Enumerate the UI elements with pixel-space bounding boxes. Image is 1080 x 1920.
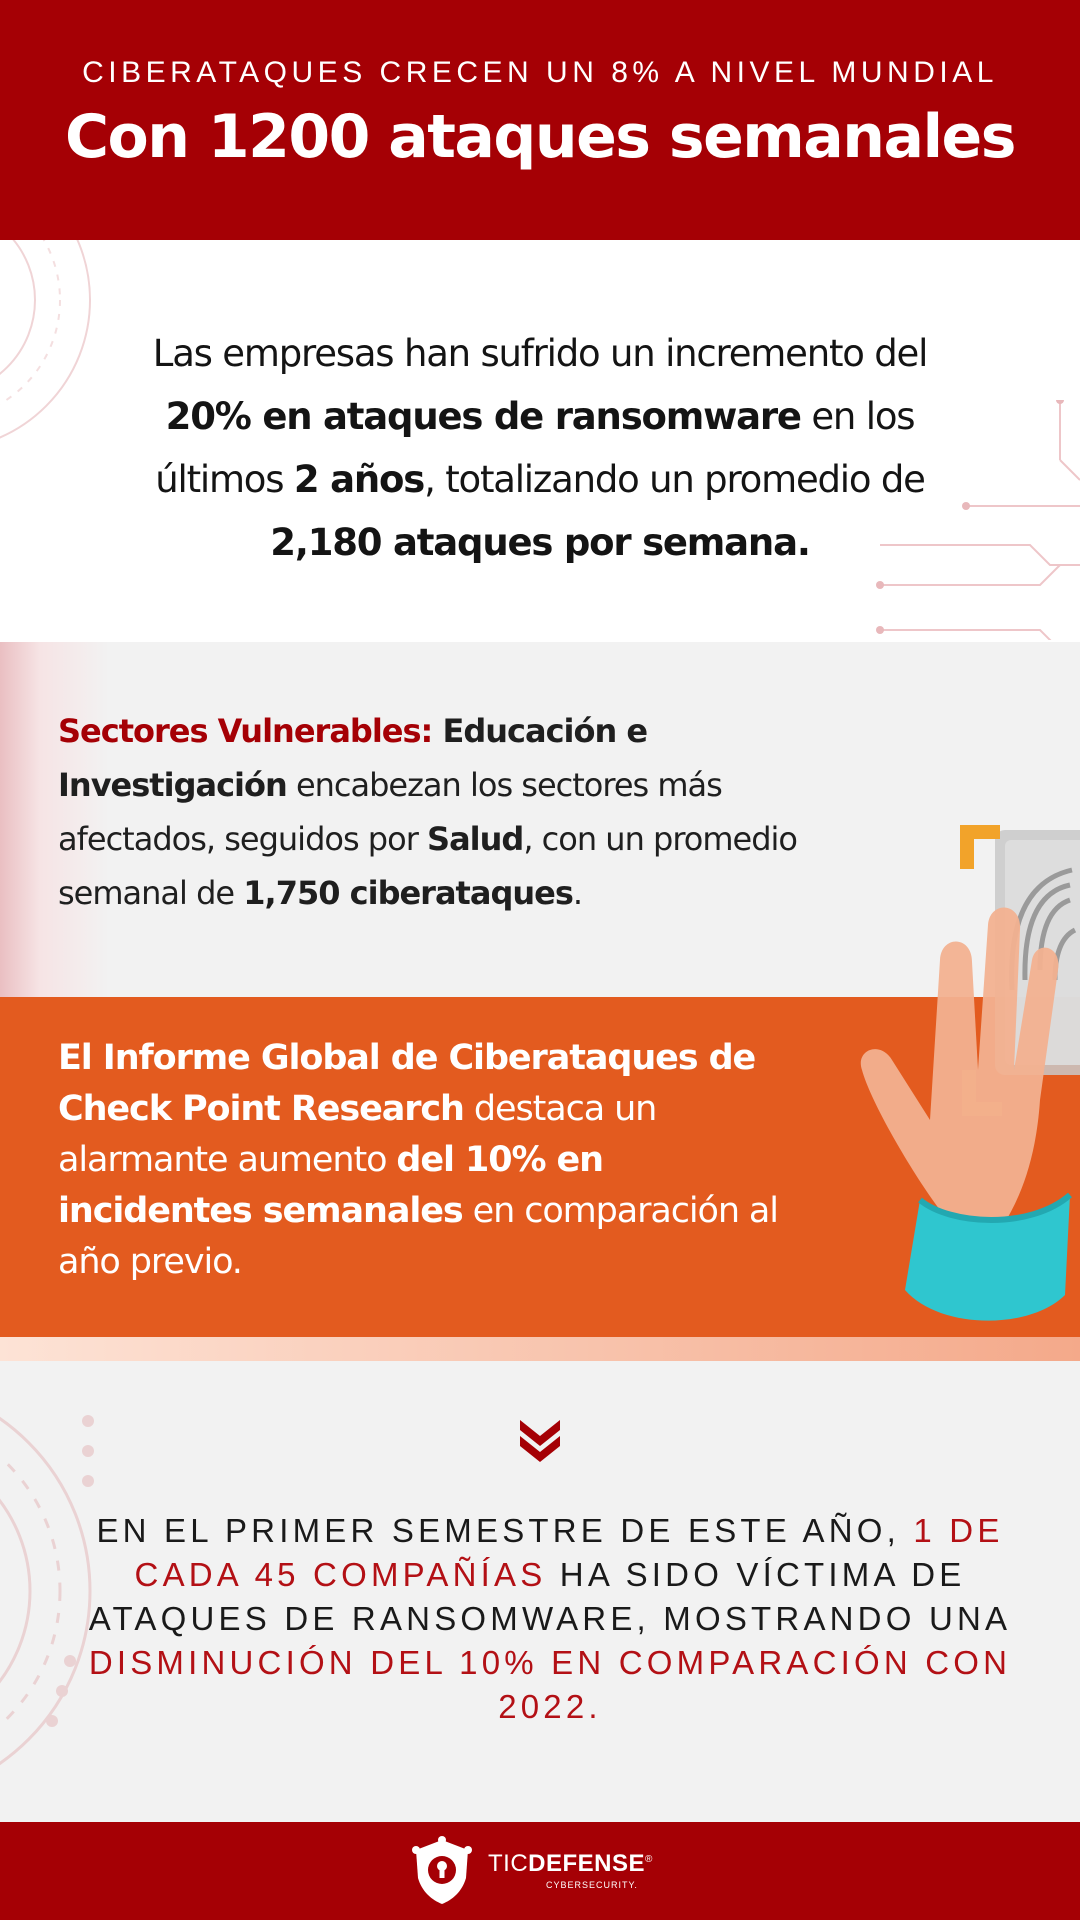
brand-logo: [408, 1834, 678, 1908]
intro-section: [0, 240, 1080, 642]
brand-name: TICDEFENSE®: [488, 1850, 653, 1877]
stat-weekly-incidents: del 10% en incidentes semanales: [58, 1140, 603, 1231]
report-paragraph: El Informe Global de Ciberataques de Check Point Research destaca un alarmante aumento del 10% en incidentes semanales en comparación al año previo.: [58, 1038, 778, 1282]
closing-section: [0, 1361, 1080, 1822]
header-banner: [0, 0, 1080, 240]
hand-fingerprint-illustration: [800, 770, 1080, 1370]
stat-ransomware-increase: 20% en ataques de ransomware: [165, 395, 801, 438]
footer-banner: [0, 1822, 1080, 1920]
sectors-paragraph: Sectores Vulnerables: Educación e Investigación encabezan los sectores más afectados, seguidos por Salud, con un promedio semanal de 1,750 ciberataques.: [58, 712, 797, 912]
stat-weekly-attacks: 2,180 ataques por semana.: [270, 521, 810, 564]
double-chevron-down-icon: [515, 1416, 565, 1466]
sectors-label: Sectores Vulnerables:: [58, 712, 433, 750]
stat-decrease: DISMINUCIÓN DEL 10% EN COMPARACIÓN CON 2022.: [88, 1644, 1012, 1725]
header-title: Con 1200 ataques semanales: [65, 102, 1015, 172]
report-source: El Informe Global de Ciberataques de Check Point Research: [58, 1038, 756, 1129]
stat-sector-attacks: 1,750 ciberataques: [243, 874, 573, 912]
brand-tagline: CYBERSECURITY.: [546, 1880, 638, 1890]
stat-period: 2 años: [293, 458, 425, 501]
intro-paragraph: Las empresas han sufrido un incremento del 20% en ataques de ransomware en los últimos 2 años, totalizando un promedio de 2,180 ataques por semana.: [152, 332, 928, 564]
sector-health: Salud: [427, 820, 524, 858]
stat-companies-ratio: 1 DE CADA 45 COMPAÑÍAS: [134, 1512, 1004, 1593]
closing-paragraph: EN EL PRIMER SEMESTRE DE ESTE AÑO, 1 DE CADA 45 COMPAÑÍAS HA SIDO VÍCTIMA DE ATAQUES DE RANSOMWARE, MOSTRANDO UNA DISMINUCIÓN DEL 10% EN COMPARACIÓN CON 2022.: [88, 1512, 1012, 1725]
left-arc-decoration: [0, 240, 140, 440]
shield-lock-icon: [408, 1836, 476, 1906]
header-kicker: CIBERATAQUES CRECEN UN 8% A NIVEL MUNDIAL: [82, 56, 998, 89]
